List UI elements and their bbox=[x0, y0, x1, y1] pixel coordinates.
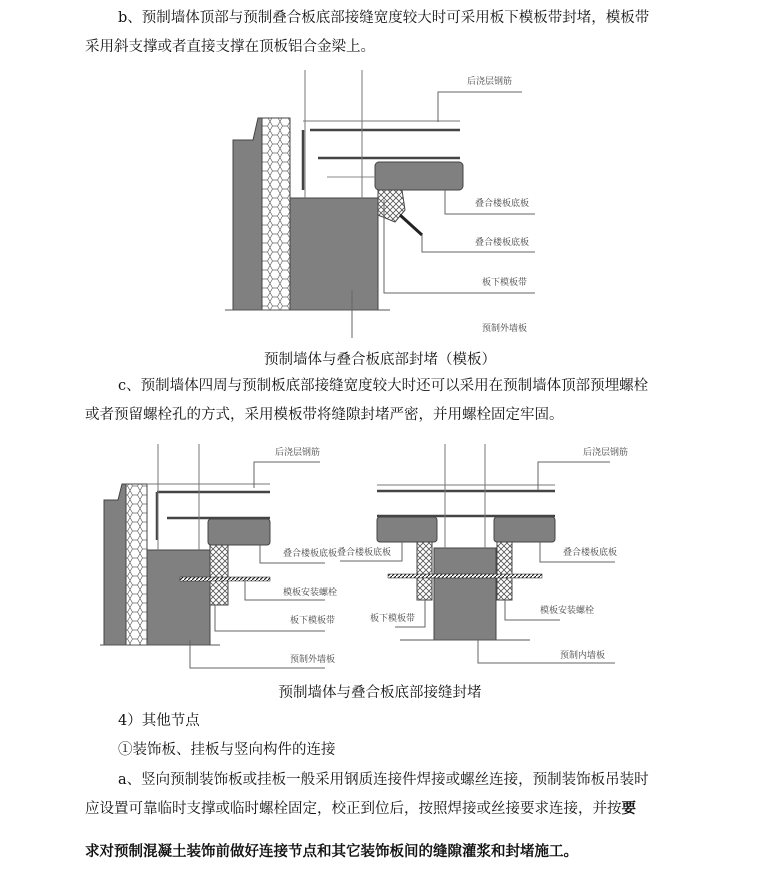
paragraph-a-line2-bold: 要 bbox=[621, 801, 636, 817]
label-slab-2: 叠合楼板底板 bbox=[475, 238, 530, 248]
label-rebar: 后浇层钢筋 bbox=[275, 448, 321, 458]
label-slab-left: 叠合楼板底板 bbox=[337, 548, 392, 558]
label-wall: 预制外墙板 bbox=[290, 655, 336, 665]
figure-2-left-diagram bbox=[100, 444, 337, 668]
label-rebar: 后浇层钢筋 bbox=[583, 448, 629, 458]
label-bolt: 模板安装螺栓 bbox=[283, 588, 338, 598]
label-slab: 叠合楼板底板 bbox=[283, 549, 338, 559]
paragraph-b-line2: 采用斜支撑或者直接支撑在顶板铝合金梁上。 bbox=[85, 39, 375, 55]
label-formwork: 板下模板带 bbox=[290, 616, 336, 626]
label-wall: 预制内墙板 bbox=[560, 651, 606, 661]
paragraph-c-line1: c、预制墙体四周与预制板底部接缝宽度较大时还可以采用在预制墙体顶部预埋螺栓 bbox=[118, 378, 649, 394]
paragraph-a-line2-text: 应设置可靠临时支撑或临时螺栓固定，校正到位后，按照焊接或丝接要求连接，并按 bbox=[85, 801, 622, 817]
label-formwork: 板下模板带 bbox=[482, 278, 528, 288]
insulation-layer bbox=[262, 118, 290, 310]
figure-1-diagram bbox=[225, 70, 535, 338]
section-heading: 4）其他节点 bbox=[118, 713, 200, 729]
figure-1-caption: 预制墙体与叠合板底部封堵（模板） bbox=[264, 352, 496, 368]
paragraph-c-line2: 或者预留螺栓孔的方式，采用模板带将缝隙封堵严密，并用螺栓固定牢固。 bbox=[85, 407, 564, 423]
label-rebar: 后浇层钢筋 bbox=[467, 77, 513, 87]
figure-2-caption: 预制墙体与叠合板底部接缝封堵 bbox=[278, 685, 482, 701]
precast-wall-block bbox=[290, 198, 378, 310]
paragraph-b-line1: b、预制墙体顶部与预制叠合板底部接缝宽度较大时可采用板下模板带封堵，模板带 bbox=[118, 10, 650, 26]
slab-bottom bbox=[375, 162, 463, 190]
label-slab-right: 叠合楼板底板 bbox=[563, 548, 618, 558]
label-slab-1: 叠合楼板底板 bbox=[475, 199, 530, 209]
label-bolt: 模板安装螺栓 bbox=[540, 606, 595, 616]
paragraph-a-line2 bbox=[85, 799, 636, 819]
label-formwork: 板下模板带 bbox=[370, 614, 416, 624]
figure-2-right-diagram bbox=[337, 444, 628, 663]
subsection-heading: ①装饰板、挂板与竖向构件的连接 bbox=[118, 742, 336, 758]
paragraph-a-line1: a、竖向预制装饰板或挂板一般采用钢质连接件焊接或螺丝连接，预制装饰板吊装时 bbox=[118, 772, 649, 788]
label-wall: 预制外墙板 bbox=[482, 324, 528, 334]
paragraph-a-line3: 求对预制混凝土装饰前做好连接节点和其它装饰板间的缝隙灌浆和封堵施工。 bbox=[85, 844, 578, 860]
